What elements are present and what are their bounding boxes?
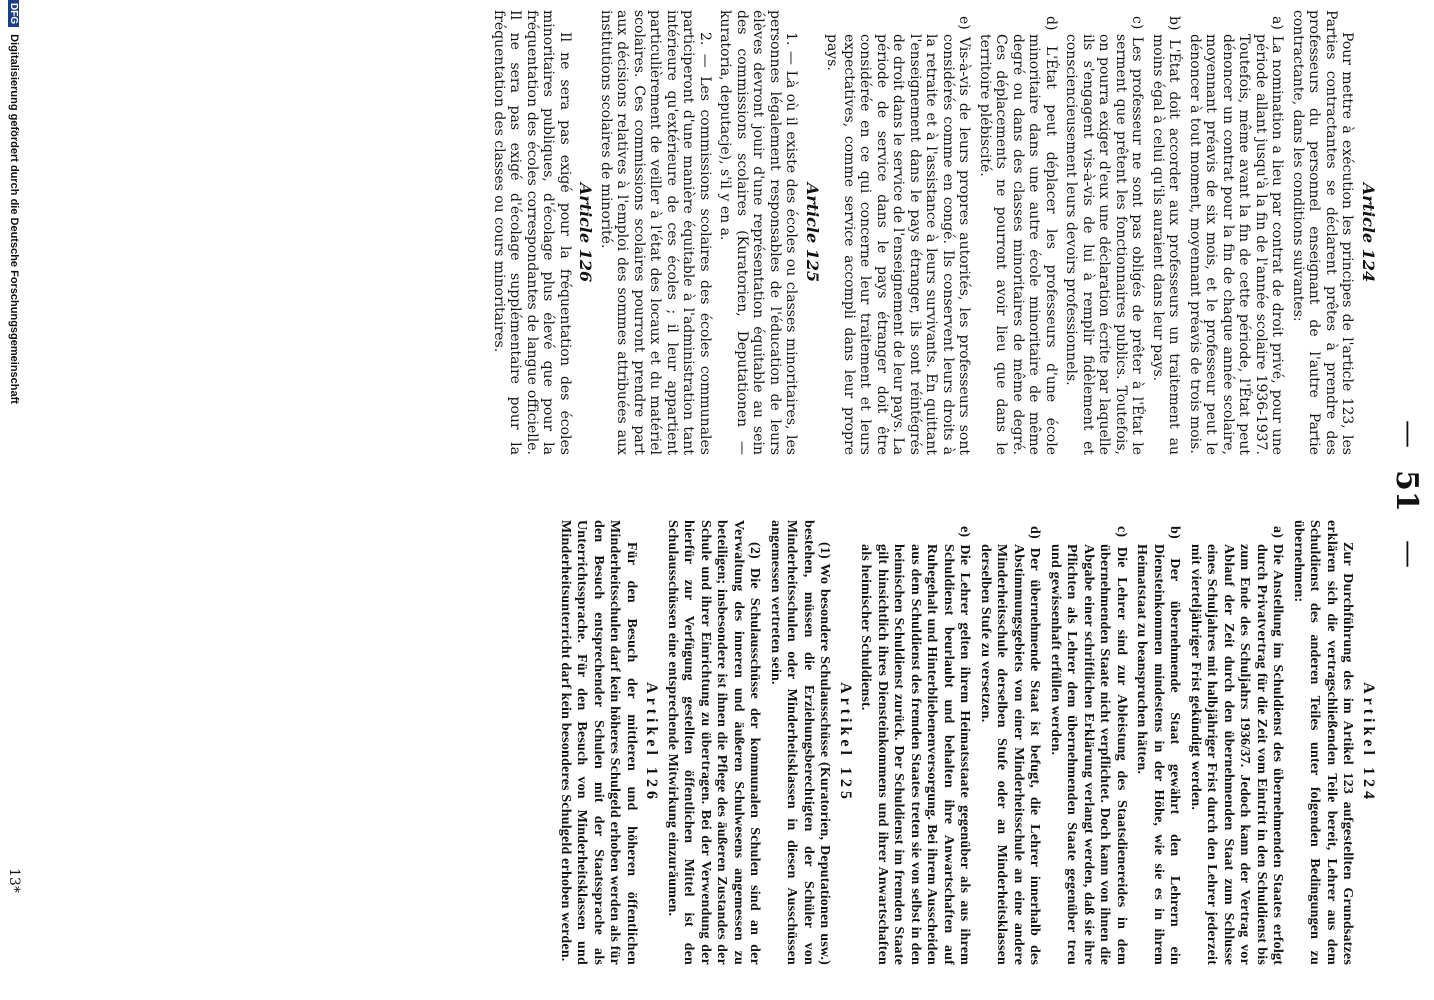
article-125-heading-de: Artikel 125 (837, 682, 854, 803)
dfg-logo-icon: DFG (8, 0, 19, 27)
article-124-a-fr: a) La nomination a lieu par contrat de droit privé, pour une période allant jusqu'à la fin de l'année scolaire 1936-1937. Toutefois, même avant la fin de cette période, l'État peut dénoncer un contrat pour la fin de chaque année scolaire, moyennant préavis de six mois, et le professeur peut le dénoncer à tout moment, moyennant préavis de trois mois. (1187, 16, 1286, 455)
article-124-e-fr: e) Vis-à-vis de leurs propres autorités, les professeurs sont considérés comme en congé. Ils conservent leurs droits à la retraite et à l'assistance à leurs survivants. En quittant l'enseignement dans le pays étranger, ils sont réintégrés de droit dans le service de l'enseignement de leur pays. La période de service dans le pays étranger doit être considérée en ce qui concerne leur traitement et leurs expectatives, comme service accompli dans leur propre pays. (824, 16, 973, 455)
page-header (1374, 0, 1434, 1000)
sheet-mark: 13* (6, 868, 22, 893)
article-125-heading-fr: Article 125 (803, 182, 822, 283)
digitization-note: Digitalisierung gefördert durch die Deutsche Forschungsgemeinschaft (8, 34, 20, 404)
article-126-text-fr: Il ne sera pas exigé pour la fréquentation des écoles minoritaires publiques, d'écolage plus élevé que pour la fréquentation des écoles correspondantes de langue officielle. Il ne sera pas exigé d'écolage supplémentaire pour la fréquentation des classes ou cours minoritaires. (491, 10, 573, 455)
article-124-heading-fr: Article 124 (1359, 182, 1378, 283)
article-124-heading-de: Artikel 124 (1360, 682, 1377, 803)
header-dash-right: — (1393, 540, 1426, 568)
article-124-b-de: b) Der übernehmende Staat gewährt den Lehrern ein Diensteinkommen mindestens in der Höhe, wie sie es in ihrem Heimatstaat zu beanspruchen hätten. (1134, 526, 1183, 965)
digitization-credit (8, 0, 20, 404)
article-125-para-1-de: (1) Wo besondere Schulausschüsse (Kuratorien, Deputationen usw.) bestehen, müssen die Erziehungsberechtigten der Schüler von Minderheitsschulen oder Minderheitsklassen in diesen Ausschüssen angemessen vertreten sein. (768, 520, 833, 965)
article-124-intro-de: Zur Durchführung des im Artikel 123 aufgestellten Grundsatzes erklären sich die vertragschließenden Teile bereit, Lehrer aus dem Schuldienst des anderen Teiles unter folgenden Bedingungen zu übernehmen: (1291, 520, 1356, 965)
page-footer (0, 0, 24, 1000)
article-124-d-de: d) Der übernehmende Staat ist befugt, die Lehrer innerhalb des Abstimmungsgebiets von einer Minderheitsschule an eine andere Minderheitsschule derselben Stufe oder an Minderheitsklassen derselben Stufe zu versetzen. (978, 526, 1043, 965)
article-124-d-fr: d) L'État peut déplacer les professeurs d'une école minoritaire dans une autre école minoritaire de même degré ou dans des classes minoritaires de même degré. Ces déplacements ne pourront avoir lieu que dans le territoire plébiscité. (977, 16, 1059, 455)
article-124-intro-fr: Pour mettre à exécution les principes de l'article 123, les Parties contractantes se déclarent prêtes à prendre des professeurs du personnel enseignant de l'autre Partie contractante, dans les conditions suivantes: (1290, 10, 1356, 455)
article-125-para-1-fr: 1. — Là où il existe des écoles ou classes minoritaires, les personnes légalement responsables de l'éducation de leurs élèves devront jouir d'une représentation équitable au sein des commissions scolaires (Kuratorien, Deputationen — kuratoria, deputacje), s'il y en a. (717, 10, 800, 455)
article-124-c-fr: c) Les professeur ne sont pas obligés de prêter à l'État le serment que prêtent les fonctionnaires publics. Toutefois, on pourra exiger d'eux une déclaration écrite par laquelle ils s'engagent vis-à-vis de lui à remplir fidèlement et consciencieusement leurs devoirs professionnels. (1063, 16, 1146, 455)
header-dash-left: — (1393, 420, 1426, 448)
french-column (487, 10, 1377, 455)
article-124-e-de: e) Die Lehrer gelten ihrem Heimatsstaate gegenüber als aus ihrem Schuldienst beurlaubt und behalten ihre Anwartschaften auf Ruhegehalt und Hinterbliebenenversorgung. Bei ihrem Ausscheiden aus dem Schuldienst des fremden Staates treten sie von selbst in den heimischen Schuldienst zurück. Der Schuldienst im fremden Staate gilt hinsichtlich ihres Diensteinkommens und ihrer Anwartschaften als heimischer Schuldienst. (858, 526, 973, 965)
article-126-heading-fr: Article 126 (576, 182, 596, 283)
article-125-para-2-fr: 2. — Les commissions scolaires des écoles communales participeront d'une manière équitable à l'administration tant intérieure qu'extérieure de ces écoles ; il leur appartient particulièrement de veiller à l'état des locaux et du matériel scolaires. Ces commissions scolaires pourront prendre part aux décisions relatives à l'emploi des sommes attribuées aux institutions scolaires de minorité. (598, 10, 713, 455)
page-number: 51 (1389, 470, 1424, 512)
article-124-c-de: c) Die Lehrer sind zur Ableistung des Staatsdienereides in dem übernehmenden Staate nicht verpflichtet. Doch kann von ihnen die Abgabe einer schriftlichen Erklärung verlangt werden, daß sie ihre Pflichten als Lehrer dem übernehmenden Staate gegenüber treu und gewissenhaft erfüllen werden. (1048, 526, 1129, 965)
article-124-b-fr: b) L'État doit accorder aux professeurs un traitement au moins égal à celui qu'ils auraient dans leur pays. (1150, 16, 1183, 455)
article-124-a-de: a) Die Anstellung im Schuldienst des übernehmenden Staates erfolgt durch Privatvertrag für die Zeit vom Eintritt in den Schuldienst bis zum Ende des Schuljahrs 1936/37. Jedoch kann der Vertrag vor Ablauf der Zeit durch den übernehmenden Staat zum Schlusse eines Schuljahres mit halbjähriger Frist durch den Lehrer jederzeit mit vierteljähriger Frist gekündigt werden. (1188, 526, 1286, 965)
german-column (553, 520, 1377, 965)
article-126-heading-de: Artikel 126 (643, 682, 661, 803)
article-125-para-2-de: (2) Die Schulausschüsse der kommunalen Schulen sind an der Verwaltung des inneren und äußeren Schulwesens angemessen zu beteiligen; insbesondere ist ihnen die Pflege des äußeren Zustandes der Schule und ihrer Einrichtung zu übertragen. Bei der Verwendung der hierfür zur Verfügung gestellten öffentlichen Mittel ist den Schulausschüssen eine entsprechende Mitwirkung einzuräumen. (665, 520, 763, 965)
article-126-text-de: Für den Besuch der mittleren und höheren öffentlichen Minderheitsschulen darf kein höheres Schulgeld erhoben werden als für den Besuch entsprechender Schulen mit der Staatssprache als Unterrichtssprache. Für den Besuch von Minderheitsklassen und Minderheitsunterricht darf kein besonderes Schulgeld erhoben werden. (558, 520, 639, 965)
